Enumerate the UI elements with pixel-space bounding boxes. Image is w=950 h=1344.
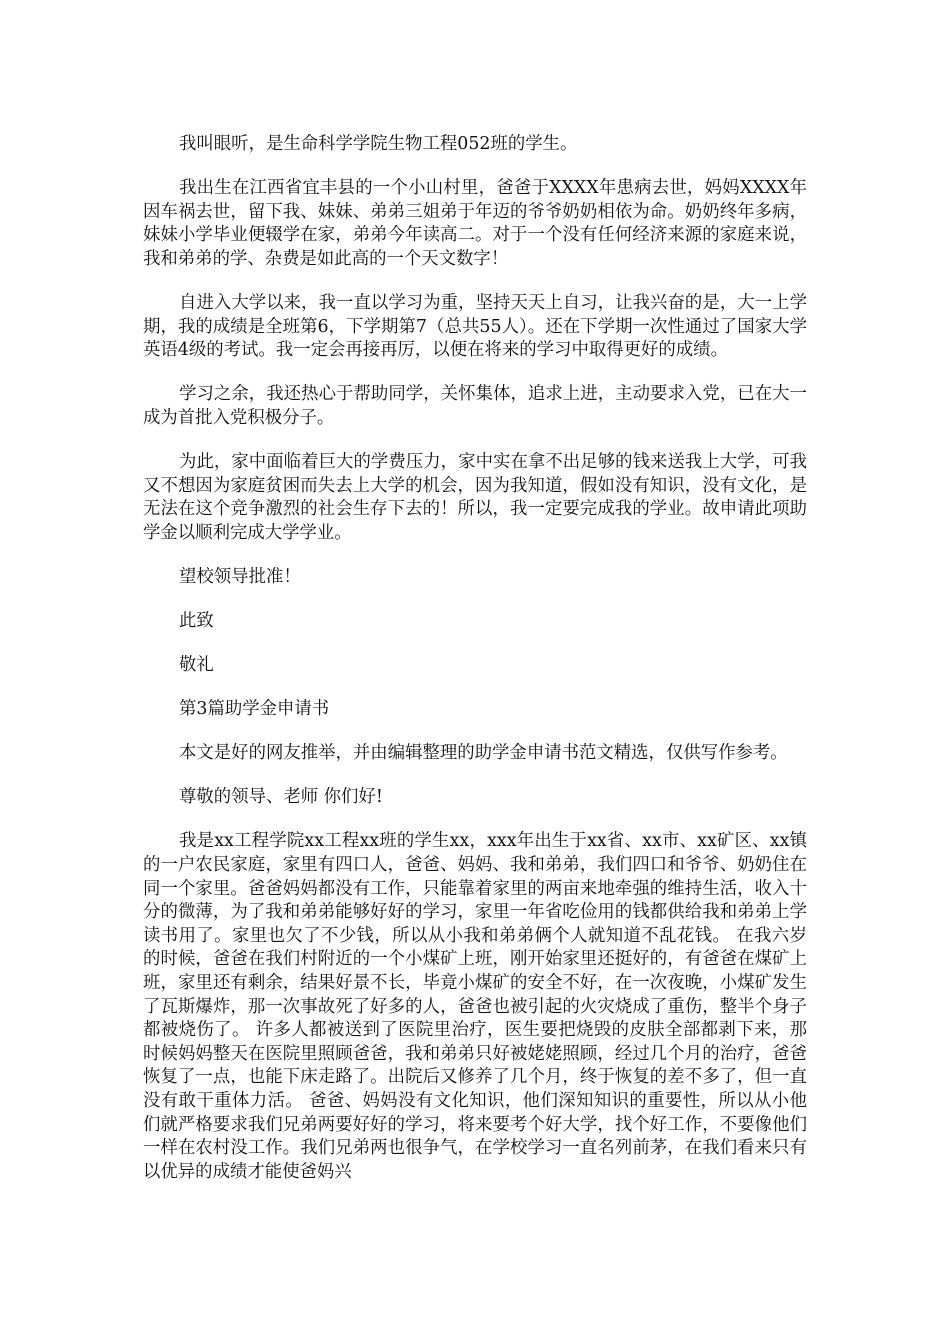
extracurricular-paragraph: 学习之余，我还热心于帮助同学，关怀集体，追求上进，主动要求入党，已在大一成为首批入党积极分子。 bbox=[143, 384, 807, 428]
section-heading: 第3篇助学金申请书 bbox=[179, 699, 330, 720]
closing-request: 望校领导批准！ bbox=[179, 566, 301, 587]
study-record-paragraph: 自进入大学以来，我一直以学习为重，坚持天天上自习，让我兴奋的是，大一上学期，我的成绩是全班第6，下学期第7（总共55人）。还在下学期一次性通过了国家大学英语4级的考试。我一定会再接再厉，以便在将来的学习中取得更好的成绩。 bbox=[143, 292, 807, 361]
source-note-paragraph: 本文是好的网友推举，并由编辑整理的助学金申请书范文精选，仅供写作参考。 bbox=[179, 743, 788, 764]
application-reason-paragraph: 为此，家中面临着巨大的学费压力，家中实在拿不出足够的钱来送我上大学，可我又不想因为家庭贫困而失去上大学的机会，因为我知道，假如没有知识，没有文化，是无法在这个竞争激烈的社会生存下去的！所以，我一定要完成我的学业。故申请此项助学金以顺利完成大学学业。 bbox=[143, 451, 807, 543]
closing-regards: 敬礼 bbox=[179, 655, 214, 675]
closing-salutation: 此致 bbox=[179, 610, 214, 631]
intro-paragraph: 我叫眼听，是生命科学学院生物工程052班的学生。 bbox=[179, 134, 578, 154]
letter-body-paragraph: 我是xx工程学院xx工程xx班的学生xx，xxx年出生于xx省、xx市、xx矿区、xx镇的一户农民家庭，家里有四口人，爸爸、妈妈、我和弟弟，我们四口和爷爷、奶奶住在同一个家里。爸爸妈妈都没有工作，只能靠着家里的两亩来地牵强的维持生活，收入十分的微薄，为了我和弟弟能够好好的学习，家里一年省吃俭用的钱都供给我和弟弟上学读书用了。家里也欠了不少钱，所以从小我和弟弟俩个人就知道不乱花钱。 在我六岁的时候，爸爸在我们村附近的一个小煤矿上班，刚开始家里还挺好的，有爸爸在煤矿上班，家里还有剩余，结果好景不长，毕竟小煤矿的安全不好，在一次夜晚，小煤矿发生了瓦斯爆炸，那一次事故死了好多的人，爸爸也被引起的火灾烧成了重伤，整半个身子都被烧伤了。 许多人都被送到了医院里治疗，医生要把烧毁的皮肤全部都剥下来，那时候妈妈整天在医院里照顾爸爸，我和弟弟只好被姥姥照顾，经过几个月的治疗，爸爸恢复了一点，也能下床走路了。出院后又修养了几个月，终于恢复的差不多了，但一直没有敢干重体力活。 爸爸、妈妈没有文化知识，他们深知知识的重要性，所以从小他们就严格要求我们兄弟两要好好的学习，将来要考个好大学，找个好工作，不要像他们一样在农村没工作。我们兄弟两也很争气，在学校学习一直名列前茅，在我们看来只有以优异的成绩才能使爸妈兴 bbox=[143, 831, 807, 1182]
document-page bbox=[143, 133, 807, 1205]
family-background-paragraph: 我出生在江西省宜丰县的一个小山村里，爸爸于XXXX年患病去世，妈妈XXXX年因车祸去世，留下我、妹妹、弟弟三姐弟于年迈的爷爷奶奶相依为命。奶奶终年多病，妹妹小学毕业便辍学在家，弟弟今年读高二。对于一个没有任何经济来源的家庭来说，我和弟弟的学、杂费是如此高的一个天文数字！ bbox=[143, 178, 807, 269]
greeting-line: 尊敬的领导、老师 你们好! bbox=[179, 787, 383, 808]
